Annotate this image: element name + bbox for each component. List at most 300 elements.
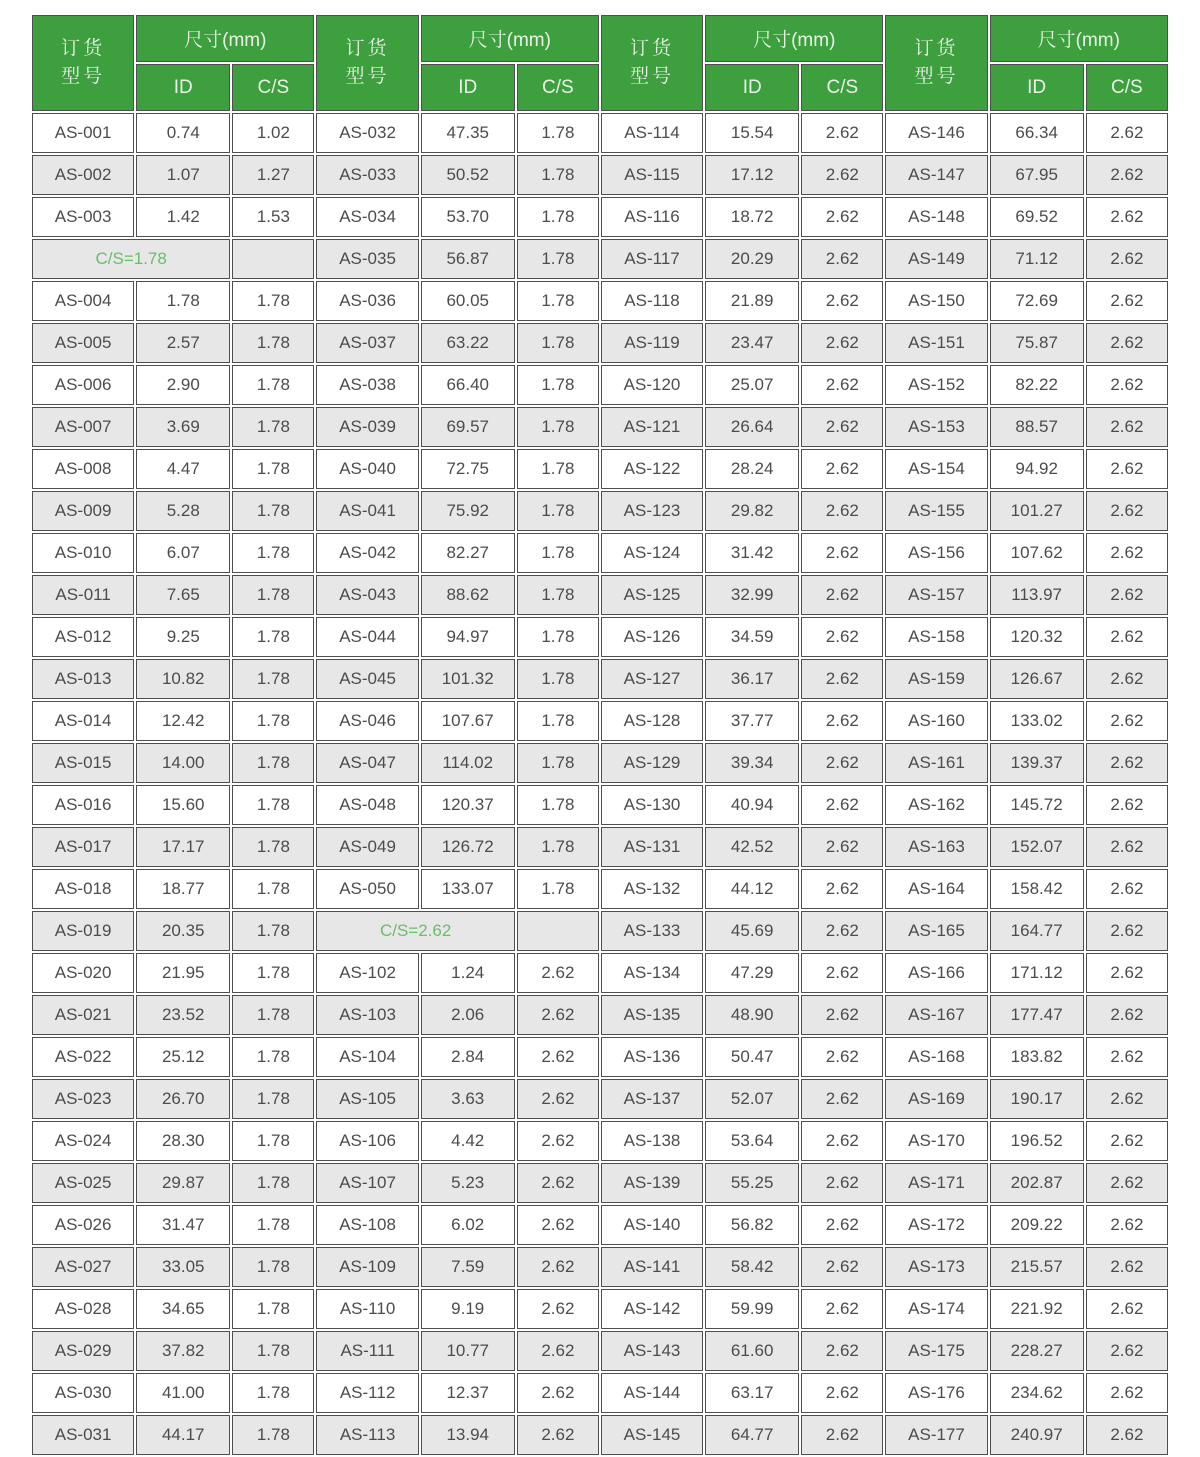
model-column-header-label: 订货型号: [914, 38, 959, 87]
table-row: [32, 113, 1168, 153]
cs-cell: 2.62: [1086, 323, 1168, 363]
cs-cell: 2.62: [1086, 1289, 1168, 1329]
table-row: [32, 827, 1168, 867]
id-cell: 25.12: [136, 1037, 230, 1077]
cs-cell: 1.78: [517, 407, 599, 447]
cs-cell: 2.62: [517, 1037, 599, 1077]
id-cell: 23.52: [136, 995, 230, 1035]
cs-cell: 1.78: [232, 911, 314, 951]
model-cell: AS-002: [32, 155, 134, 195]
model-cell: AS-016: [32, 785, 134, 825]
cs-cell: 1.78: [232, 1415, 314, 1455]
model-cell: AS-120: [601, 365, 703, 405]
id-cell: 40.94: [705, 785, 799, 825]
cs-cell: 1.78: [517, 239, 599, 279]
id-cell: 55.25: [705, 1163, 799, 1203]
cs-cell: 1.27: [232, 155, 314, 195]
model-cell: AS-159: [885, 659, 987, 699]
id-cell: 1.78: [136, 281, 230, 321]
model-cell: AS-034: [316, 197, 418, 237]
model-cell: AS-104: [316, 1037, 418, 1077]
model-cell: AS-033: [316, 155, 418, 195]
id-cell: 69.57: [421, 407, 515, 447]
id-cell: 50.47: [705, 1037, 799, 1077]
model-cell: AS-160: [885, 701, 987, 741]
cs-cell: 1.78: [517, 617, 599, 657]
cs-cell: 1.78: [232, 1163, 314, 1203]
cs-cell: 2.62: [1086, 659, 1168, 699]
id-cell: 23.47: [705, 323, 799, 363]
id-cell: 2.84: [421, 1037, 515, 1077]
model-cell: AS-017: [32, 827, 134, 867]
model-cell: AS-009: [32, 491, 134, 531]
model-cell: AS-026: [32, 1205, 134, 1245]
model-cell: AS-152: [885, 365, 987, 405]
model-cell: AS-154: [885, 449, 987, 489]
size-column-header: 尺寸(mm): [136, 15, 314, 62]
model-cell: AS-133: [601, 911, 703, 951]
cs-cell: 2.62: [517, 1079, 599, 1119]
cs-cell: 1.78: [232, 323, 314, 363]
model-cell: AS-125: [601, 575, 703, 615]
model-column-header: [885, 15, 987, 111]
cs-cell: 2.62: [1086, 407, 1168, 447]
model-cell: AS-008: [32, 449, 134, 489]
id-cell: 37.77: [705, 701, 799, 741]
table-row: [32, 1247, 1168, 1287]
cs-cell: 1.78: [232, 449, 314, 489]
id-cell: 94.92: [990, 449, 1084, 489]
cs-cell: 2.62: [517, 1163, 599, 1203]
cs-cell: 2.62: [801, 659, 883, 699]
model-cell: AS-134: [601, 953, 703, 993]
id-cell: 45.69: [705, 911, 799, 951]
table-row: [32, 1205, 1168, 1245]
cs-cell: 2.62: [1086, 617, 1168, 657]
model-cell: AS-042: [316, 533, 418, 573]
model-cell: AS-173: [885, 1247, 987, 1287]
model-cell: AS-153: [885, 407, 987, 447]
oring-size-table: [30, 13, 1170, 1457]
model-cell: AS-105: [316, 1079, 418, 1119]
table-body: [32, 113, 1168, 1455]
cs-cell: 1.78: [232, 1037, 314, 1077]
cs-cell: 2.62: [1086, 701, 1168, 741]
table-row: [32, 701, 1168, 741]
id-cell: 17.17: [136, 827, 230, 867]
id-cell: 56.87: [421, 239, 515, 279]
id-cell: 66.34: [990, 113, 1084, 153]
cs-column-header: C/S: [232, 64, 314, 111]
table-row: [32, 785, 1168, 825]
id-cell: 42.52: [705, 827, 799, 867]
cs-cell: 1.78: [232, 1079, 314, 1119]
model-cell: AS-020: [32, 953, 134, 993]
table-row: [32, 953, 1168, 993]
cs-cell: 1.78: [232, 827, 314, 867]
model-cell: AS-007: [32, 407, 134, 447]
model-cell: AS-047: [316, 743, 418, 783]
model-cell: AS-162: [885, 785, 987, 825]
model-cell: AS-129: [601, 743, 703, 783]
model-column-header: [601, 15, 703, 111]
id-cell: 190.17: [990, 1079, 1084, 1119]
id-cell: 10.82: [136, 659, 230, 699]
cs-cell: 2.62: [1086, 1037, 1168, 1077]
cs-cell: 2.62: [801, 995, 883, 1035]
cs-cell: 1.78: [232, 1373, 314, 1413]
id-cell: 12.42: [136, 701, 230, 741]
cs-cell: 2.62: [1086, 1163, 1168, 1203]
model-cell: AS-025: [32, 1163, 134, 1203]
id-cell: 7.65: [136, 575, 230, 615]
model-cell: AS-003: [32, 197, 134, 237]
id-cell: 152.07: [990, 827, 1084, 867]
id-cell: 101.27: [990, 491, 1084, 531]
model-cell: AS-050: [316, 869, 418, 909]
size-column-header: 尺寸(mm): [705, 15, 883, 62]
id-cell: 60.05: [421, 281, 515, 321]
model-column-header: [32, 15, 134, 111]
id-cell: 41.00: [136, 1373, 230, 1413]
cs-cell: 1.78: [517, 155, 599, 195]
id-cell: 113.97: [990, 575, 1084, 615]
id-cell: 31.47: [136, 1205, 230, 1245]
id-cell: 6.07: [136, 533, 230, 573]
id-cell: 17.12: [705, 155, 799, 195]
model-cell: AS-044: [316, 617, 418, 657]
id-cell: 29.82: [705, 491, 799, 531]
cs-cell: 2.62: [801, 1373, 883, 1413]
model-cell: AS-139: [601, 1163, 703, 1203]
cs-cell: 2.62: [1086, 1205, 1168, 1245]
cs-cell: 2.62: [1086, 491, 1168, 531]
cs-cell: 2.62: [1086, 1373, 1168, 1413]
model-cell: AS-177: [885, 1415, 987, 1455]
model-cell: AS-006: [32, 365, 134, 405]
table-row: [32, 239, 1168, 279]
model-cell: AS-142: [601, 1289, 703, 1329]
cs-cell: 1.78: [232, 869, 314, 909]
cs-cell: 2.62: [801, 869, 883, 909]
model-cell: AS-001: [32, 113, 134, 153]
model-cell: AS-174: [885, 1289, 987, 1329]
model-column-header: [316, 15, 418, 111]
id-cell: 56.82: [705, 1205, 799, 1245]
id-cell: 88.62: [421, 575, 515, 615]
model-cell: AS-161: [885, 743, 987, 783]
model-cell: AS-110: [316, 1289, 418, 1329]
table-row: [32, 1163, 1168, 1203]
cs-cell: 1.78: [517, 365, 599, 405]
id-column-header: ID: [421, 64, 515, 111]
cs-cell: 2.62: [801, 953, 883, 993]
id-cell: 183.82: [990, 1037, 1084, 1077]
id-cell: 72.75: [421, 449, 515, 489]
model-cell: AS-144: [601, 1373, 703, 1413]
cs-column-header: C/S: [801, 64, 883, 111]
cs-cell: 2.62: [517, 1289, 599, 1329]
id-cell: 21.95: [136, 953, 230, 993]
cs-cell: 1.78: [232, 953, 314, 993]
model-cell: AS-130: [601, 785, 703, 825]
model-column-header-label: 订货型号: [630, 38, 675, 87]
id-cell: 33.05: [136, 1247, 230, 1287]
table-header: [32, 15, 1168, 111]
model-cell: AS-045: [316, 659, 418, 699]
model-cell: AS-114: [601, 113, 703, 153]
id-cell: 234.62: [990, 1373, 1084, 1413]
cs-cell: 2.62: [801, 1163, 883, 1203]
id-cell: 39.34: [705, 743, 799, 783]
model-cell: AS-021: [32, 995, 134, 1035]
model-cell: AS-013: [32, 659, 134, 699]
cs-cell: 2.62: [801, 407, 883, 447]
id-cell: 72.69: [990, 281, 1084, 321]
model-cell: AS-111: [316, 1331, 418, 1371]
id-cell: 196.52: [990, 1121, 1084, 1161]
id-cell: 9.19: [421, 1289, 515, 1329]
model-cell: AS-132: [601, 869, 703, 909]
id-cell: 58.42: [705, 1247, 799, 1287]
id-cell: 47.29: [705, 953, 799, 993]
model-cell: AS-028: [32, 1289, 134, 1329]
id-cell: 25.07: [705, 365, 799, 405]
id-cell: 20.29: [705, 239, 799, 279]
model-cell: AS-116: [601, 197, 703, 237]
id-cell: 52.07: [705, 1079, 799, 1119]
cs-cell: 1.78: [232, 281, 314, 321]
id-cell: 88.57: [990, 407, 1084, 447]
id-cell: 32.99: [705, 575, 799, 615]
model-cell: AS-004: [32, 281, 134, 321]
cs-cell: 2.62: [801, 701, 883, 741]
id-cell: 7.59: [421, 1247, 515, 1287]
table-row: [32, 491, 1168, 531]
id-cell: 28.24: [705, 449, 799, 489]
model-column-header-label: 订货型号: [61, 38, 106, 87]
cs-cell: 2.62: [801, 617, 883, 657]
id-cell: 71.12: [990, 239, 1084, 279]
table-row: [32, 869, 1168, 909]
id-cell: 3.63: [421, 1079, 515, 1119]
model-cell: AS-128: [601, 701, 703, 741]
table-row: [32, 995, 1168, 1035]
model-cell: AS-031: [32, 1415, 134, 1455]
cs-cell: 1.78: [232, 407, 314, 447]
cs-section-note-cell: C/S=2.62: [316, 911, 514, 951]
id-cell: 164.77: [990, 911, 1084, 951]
cs-cell: 1.78: [232, 1289, 314, 1329]
cs-cell: 1.78: [517, 281, 599, 321]
table-row: [32, 617, 1168, 657]
cs-cell: 1.78: [517, 449, 599, 489]
id-cell: 133.02: [990, 701, 1084, 741]
id-cell: 6.02: [421, 1205, 515, 1245]
cs-cell: 2.62: [1086, 743, 1168, 783]
header-row-1: [32, 15, 1168, 62]
model-cell: AS-165: [885, 911, 987, 951]
model-cell: AS-035: [316, 239, 418, 279]
cs-cell: 2.62: [1086, 1331, 1168, 1371]
cs-cell: 1.78: [517, 491, 599, 531]
id-cell: 21.89: [705, 281, 799, 321]
cs-cell: 1.78: [517, 575, 599, 615]
id-cell: 10.77: [421, 1331, 515, 1371]
cs-cell: 2.62: [801, 281, 883, 321]
table-row: [32, 911, 1168, 951]
id-cell: 63.22: [421, 323, 515, 363]
id-cell: 69.52: [990, 197, 1084, 237]
id-cell: 26.70: [136, 1079, 230, 1119]
cs-cell: 1.78: [232, 995, 314, 1035]
cs-cell: 2.62: [1086, 953, 1168, 993]
model-cell: AS-109: [316, 1247, 418, 1287]
id-cell: 126.72: [421, 827, 515, 867]
model-cell: AS-156: [885, 533, 987, 573]
id-cell: 20.35: [136, 911, 230, 951]
model-cell: AS-146: [885, 113, 987, 153]
cs-cell: 2.62: [1086, 239, 1168, 279]
cs-cell: 1.78: [517, 197, 599, 237]
cs-cell: 2.62: [1086, 995, 1168, 1035]
cs-cell: 1.78: [232, 365, 314, 405]
model-cell: AS-155: [885, 491, 987, 531]
model-cell: AS-167: [885, 995, 987, 1035]
cs-cell: 2.62: [1086, 197, 1168, 237]
cs-cell: 2.62: [801, 239, 883, 279]
model-cell: AS-168: [885, 1037, 987, 1077]
table-row: [32, 575, 1168, 615]
model-cell: AS-176: [885, 1373, 987, 1413]
id-cell: 59.99: [705, 1289, 799, 1329]
cs-cell: 1.78: [232, 575, 314, 615]
cs-cell: 2.62: [801, 113, 883, 153]
model-cell: AS-106: [316, 1121, 418, 1161]
cs-cell: 1.78: [517, 701, 599, 741]
id-cell: 145.72: [990, 785, 1084, 825]
id-cell: 63.17: [705, 1373, 799, 1413]
table-row: [32, 659, 1168, 699]
model-cell: AS-164: [885, 869, 987, 909]
cs-cell: 2.62: [1086, 1247, 1168, 1287]
model-cell: AS-038: [316, 365, 418, 405]
id-cell: 15.60: [136, 785, 230, 825]
id-cell: 5.28: [136, 491, 230, 531]
table-row: [32, 1415, 1168, 1455]
id-cell: 5.23: [421, 1163, 515, 1203]
cs-cell: 1.78: [232, 617, 314, 657]
model-cell: AS-136: [601, 1037, 703, 1077]
id-cell: 171.12: [990, 953, 1084, 993]
table-row: [32, 365, 1168, 405]
model-cell: AS-036: [316, 281, 418, 321]
id-cell: 107.67: [421, 701, 515, 741]
cs-cell: 2.62: [801, 1079, 883, 1119]
id-cell: 44.17: [136, 1415, 230, 1455]
model-cell: AS-030: [32, 1373, 134, 1413]
cs-cell: 2.62: [517, 1247, 599, 1287]
cs-cell: 1.02: [232, 113, 314, 153]
cs-cell: 2.62: [801, 155, 883, 195]
model-cell: AS-043: [316, 575, 418, 615]
id-cell: 94.97: [421, 617, 515, 657]
model-cell: AS-011: [32, 575, 134, 615]
cs-cell: 1.78: [232, 701, 314, 741]
cs-cell: 2.62: [517, 995, 599, 1035]
model-cell: AS-150: [885, 281, 987, 321]
id-column-header: ID: [705, 64, 799, 111]
cs-cell: 2.62: [1086, 281, 1168, 321]
table-row: [32, 1121, 1168, 1161]
model-cell: AS-107: [316, 1163, 418, 1203]
id-cell: 50.52: [421, 155, 515, 195]
model-cell: AS-140: [601, 1205, 703, 1245]
id-cell: 4.42: [421, 1121, 515, 1161]
cs-cell: 2.62: [801, 1205, 883, 1245]
cs-cell: 1.78: [517, 785, 599, 825]
id-cell: 48.90: [705, 995, 799, 1035]
cs-cell: 2.62: [1086, 449, 1168, 489]
table-row: [32, 1331, 1168, 1371]
id-cell: 82.22: [990, 365, 1084, 405]
cs-cell: 2.62: [801, 533, 883, 573]
id-cell: 158.42: [990, 869, 1084, 909]
id-column-header: ID: [136, 64, 230, 111]
id-cell: 66.40: [421, 365, 515, 405]
table-row: [32, 533, 1168, 573]
table-row: [32, 1289, 1168, 1329]
cs-cell: 2.62: [801, 491, 883, 531]
cs-cell: 1.78: [232, 743, 314, 783]
cs-cell: 2.62: [801, 1415, 883, 1455]
cs-cell: 1.78: [232, 1331, 314, 1371]
id-cell: 47.35: [421, 113, 515, 153]
model-cell: AS-112: [316, 1373, 418, 1413]
cs-cell: 1.78: [517, 323, 599, 363]
id-cell: 44.12: [705, 869, 799, 909]
id-cell: 0.74: [136, 113, 230, 153]
model-column-header-label: 订货型号: [345, 38, 390, 87]
cs-cell: 2.62: [1086, 827, 1168, 867]
table-row: [32, 407, 1168, 447]
id-cell: 120.37: [421, 785, 515, 825]
cs-cell: 2.62: [1086, 113, 1168, 153]
id-cell: 1.07: [136, 155, 230, 195]
model-cell: AS-049: [316, 827, 418, 867]
model-cell: AS-041: [316, 491, 418, 531]
empty-cell: [517, 911, 599, 951]
table-row: [32, 1037, 1168, 1077]
id-cell: 28.30: [136, 1121, 230, 1161]
cs-cell: 2.62: [801, 1247, 883, 1287]
cs-cell: 1.78: [232, 1121, 314, 1161]
id-cell: 31.42: [705, 533, 799, 573]
model-cell: AS-157: [885, 575, 987, 615]
model-cell: AS-102: [316, 953, 418, 993]
cs-section-note-cell: C/S=1.78: [32, 239, 230, 279]
model-cell: AS-103: [316, 995, 418, 1035]
id-cell: 101.32: [421, 659, 515, 699]
table-row: [32, 155, 1168, 195]
cs-column-header: C/S: [1086, 64, 1168, 111]
id-cell: 75.92: [421, 491, 515, 531]
cs-cell: 2.62: [1086, 1121, 1168, 1161]
id-cell: 14.00: [136, 743, 230, 783]
model-cell: AS-012: [32, 617, 134, 657]
id-cell: 2.90: [136, 365, 230, 405]
id-cell: 114.02: [421, 743, 515, 783]
